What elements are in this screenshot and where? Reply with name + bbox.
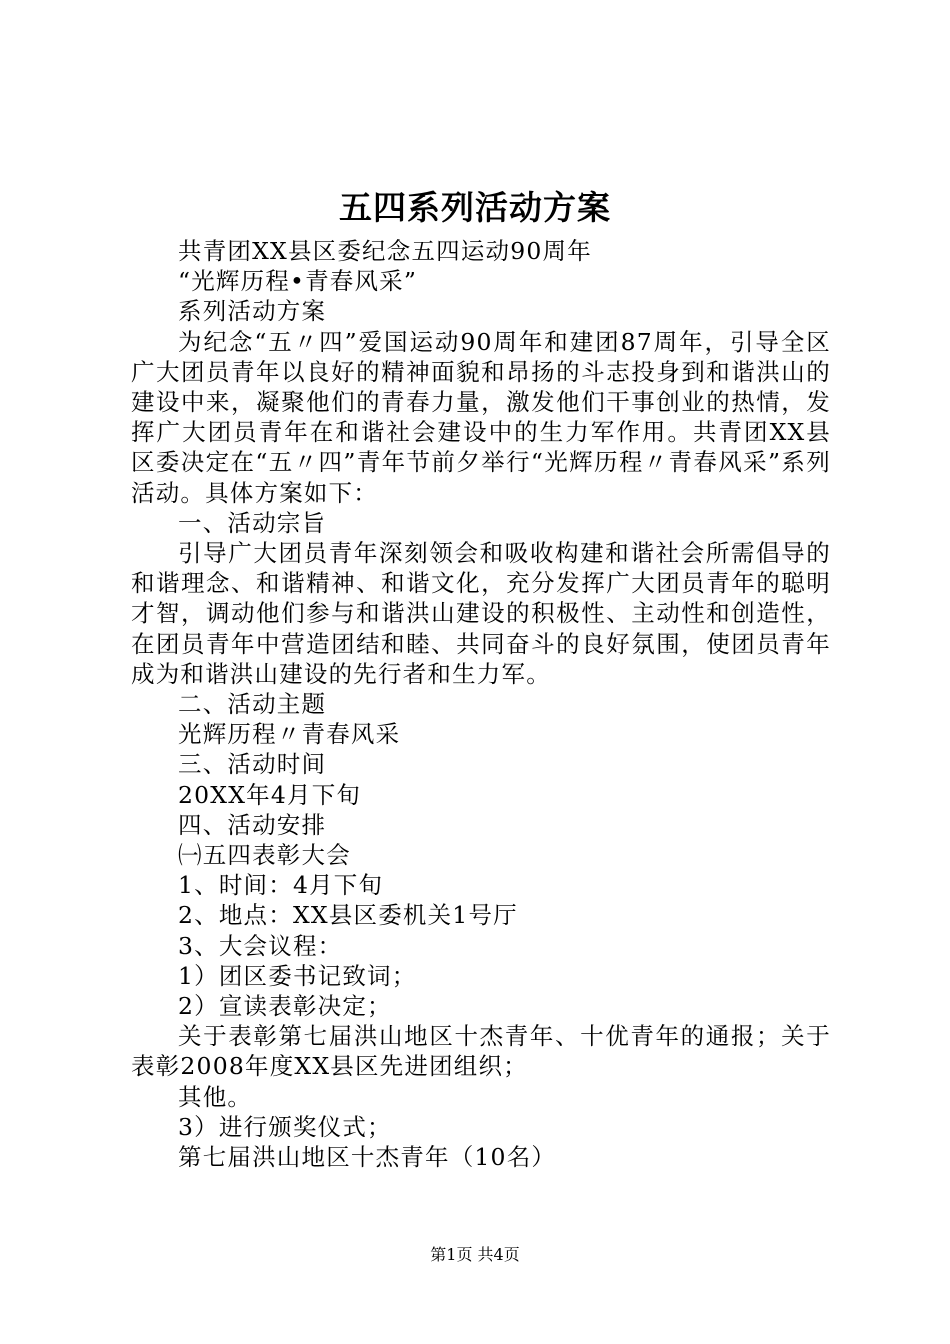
document-title: 五四系列活动方案 (339, 188, 611, 227)
page-footer: 第1页 共4页 (430, 1245, 520, 1264)
list-item: 2、地点：XX县区委机关1号厅 (178, 901, 518, 930)
section-heading: 二、活动主题 (178, 690, 327, 719)
list-item: 1、时间：4月下旬 (178, 871, 384, 900)
list-item: 3）进行颁奖仪式； (178, 1112, 392, 1141)
paragraph: 其他。 (178, 1082, 253, 1111)
paragraph: 系列活动方案 (178, 297, 327, 326)
list-item: 2）宣读表彰决定； (178, 992, 392, 1021)
document-body (131, 236, 831, 1172)
paragraph: 20XX年4月下旬 (178, 780, 362, 809)
section-heading: 三、活动时间 (178, 750, 327, 779)
paragraph: 关于表彰第七届洪山地区十杰青年、十优青年的通报；关于表彰2008年度XX县区先进团组织； (131, 1022, 831, 1081)
paragraph: 光辉历程〃青春风采 (178, 720, 401, 749)
section-heading: 四、活动安排 (178, 810, 327, 839)
list-item: 3、大会议程： (178, 931, 343, 960)
section-heading: 一、活动宗旨 (178, 508, 327, 537)
paragraph: 共青团XX县区委纪念五四运动90周年 (178, 237, 592, 265)
paragraph: 为纪念“五〃四”爱国运动90周年和建团87周年，引导全区广大团员青年以良好的精神面貌和昂扬的斗志投身到和谐洪山的建设中来，凝聚他们的青春力量，激发他们干事创业的热情，发挥广大团员青年在和谐社会建设中的生力军作用。共青团XX县区委决定在“五〃四”青年节前夕举行“光辉历程〃青春风采”系列活动。具体方案如下： (131, 327, 831, 507)
list-item: 1）团区委书记致词； (178, 961, 417, 990)
subsection-heading: ㈠五四表彰大会 (178, 841, 351, 870)
paragraph: “光辉历程•青春风采” (178, 267, 418, 296)
paragraph: 第七届洪山地区十杰青年（10名） (178, 1143, 557, 1172)
paragraph: 引导广大团员青年深刻领会和吸收构建和谐社会所需倡导的和谐理念、和谐精神、和谐文化，充分发挥广大团员青年的聪明才智，调动他们参与和谐洪山建设的积极性、主动性和创造性，在团员青年中营造团结和睦、共同奋斗的良好氛围，使团员青年成为和谐洪山建设的先行者和生力军。 (131, 539, 831, 688)
